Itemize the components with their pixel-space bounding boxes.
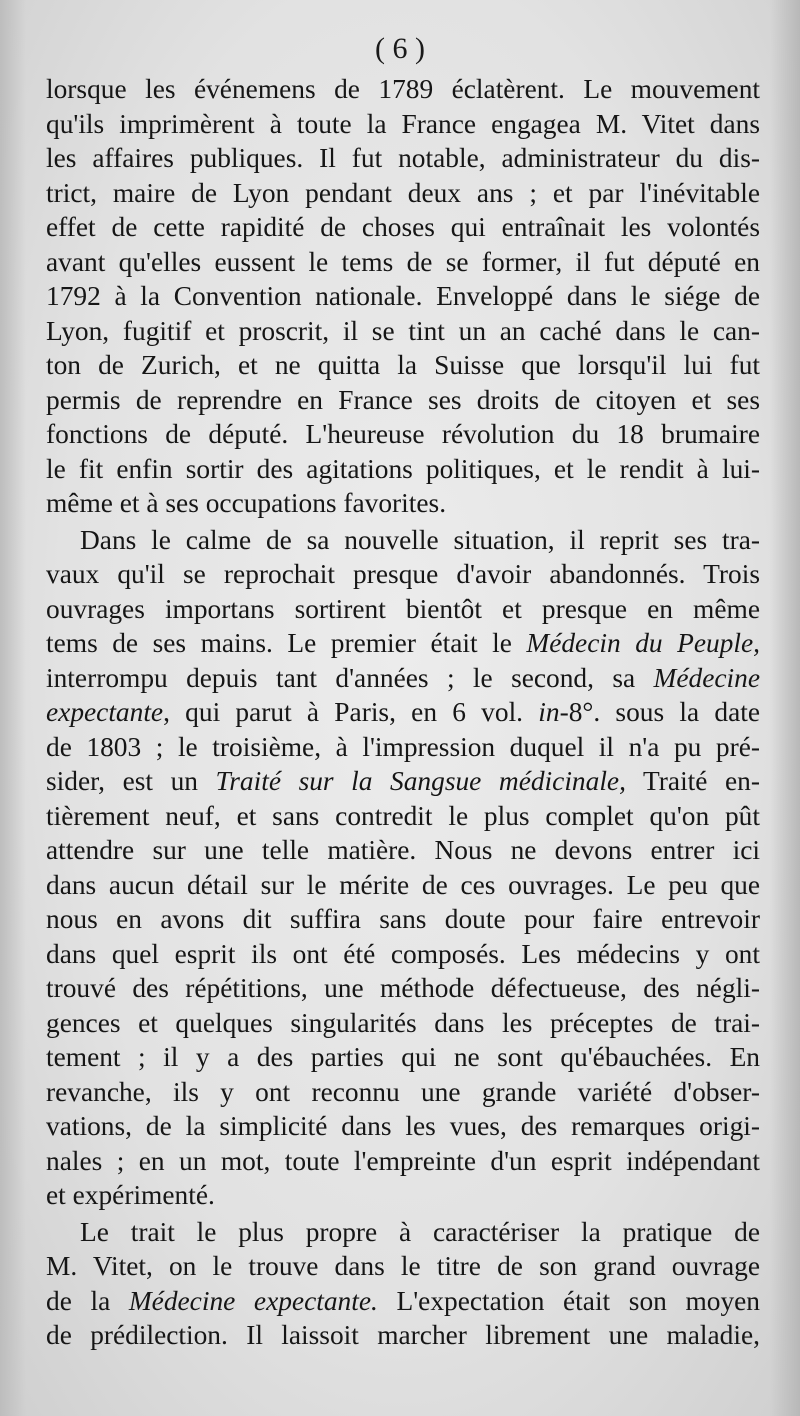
text-line: Le trait le plus propre à caractériser la pratique de	[80, 1216, 760, 1247]
body-text	[46, 72, 760, 1353]
text-line: interrompu depuis tant d'années ; le second, sa Médecine	[46, 662, 760, 693]
text-line: vaux qu'il se reprochait presque d'avoir abandonnés. Trois	[46, 559, 760, 589]
text-line: 1792 à la Convention nationale. Enveloppé dans le siége de	[46, 281, 760, 311]
text-line: M. Vitet, on le trouve dans le titre de son grand ouvrage	[46, 1251, 760, 1281]
text-line: revanche, ils y ont reconnu une grande variété d'obser-	[46, 1076, 760, 1107]
text-line: ton de Zurich, et ne quitta la Suisse que lorsqu'il lui fut	[46, 350, 760, 380]
text-line: le fit enfin sortir des agitations politiques, et le rendit à lui-	[46, 453, 760, 484]
text-line: vations, de la simplicité dans les vues, des remarques origi-	[46, 1111, 760, 1141]
text-line: avant qu'elles eussent le tems de se former, il fut député en	[46, 246, 760, 277]
text-line: les affaires publiques. Il fut notable, administrateur du dis-	[46, 143, 760, 173]
text-line: trict, maire de Lyon pendant deux ans ; et par l'inévitable	[46, 177, 760, 208]
text-line: de 1803 ; le troisième, à l'impression duquel il n'a pu pré-	[46, 731, 760, 762]
text-line: de la Médecine expectante. L'expectation était son moyen	[46, 1285, 760, 1316]
text-line: permis de reprendre en France ses droits de citoyen et ses	[46, 384, 760, 415]
text-line: nales ; en un mot, toute l'empreinte d'un esprit indépendant	[46, 1145, 760, 1176]
text-line: effet de cette rapidité de choses qui entraînait les volontés	[46, 212, 760, 242]
text-line: ouvrages importans sortirent bientôt et presque en même	[46, 593, 760, 624]
text-line: nous en avons dit suffira sans doute pour faire entrevoir	[46, 904, 760, 934]
text-line: trouvé des répétitions, une méthode défectueuse, des négli-	[46, 973, 760, 1003]
text-line: tièrement neuf, et sans contredit le plus complet qu'on pût	[46, 800, 760, 831]
text-line: lorsque les événemens de 1789 éclatèrent. Le mouvement	[46, 74, 760, 104]
text-line: tems de ses mains. Le premier était le Médecin du Peuple,	[46, 628, 760, 658]
text-line: dans aucun détail sur le mérite de ces ouvrages. Le peu que	[46, 869, 760, 900]
text-line: et expérimenté.	[46, 1180, 215, 1210]
text-line: dans quel esprit ils ont été composés. Les médecins y ont	[46, 938, 760, 969]
text-line: de prédilection. Il laissoit marcher librement une maladie,	[46, 1320, 760, 1350]
text-line: fonctions de député. L'heureuse révolution du 18 brumaire	[46, 419, 760, 449]
page-edge-shadow-right	[770, 0, 800, 1416]
text-line: Lyon, fugitif et proscrit, il se tint un an caché dans le can-	[46, 315, 760, 346]
text-line: tement ; il y a des parties qui ne sont qu'ébauchées. En	[46, 1042, 760, 1072]
text-line: sider, est un Traité sur la Sangsue médicinale, Traité en-	[46, 766, 760, 796]
text-line: même et à ses occupations favorites.	[46, 488, 447, 518]
page-number: ( 6 )	[375, 32, 425, 65]
page-edge-shadow-left	[0, 0, 26, 1416]
text-line: expectante, qui parut à Paris, en 6 vol. in-8°. sous la date	[46, 697, 760, 727]
text-line: gences et quelques singularités dans les préceptes de trai-	[46, 1007, 760, 1038]
text-line: Dans le calme de sa nouvelle situation, il reprit ses tra-	[80, 524, 760, 555]
text-line: qu'ils imprimèrent à toute la France engagea M. Vitet dans	[46, 108, 760, 139]
text-line: attendre sur une telle matière. Nous ne devons entrer ici	[46, 835, 760, 865]
